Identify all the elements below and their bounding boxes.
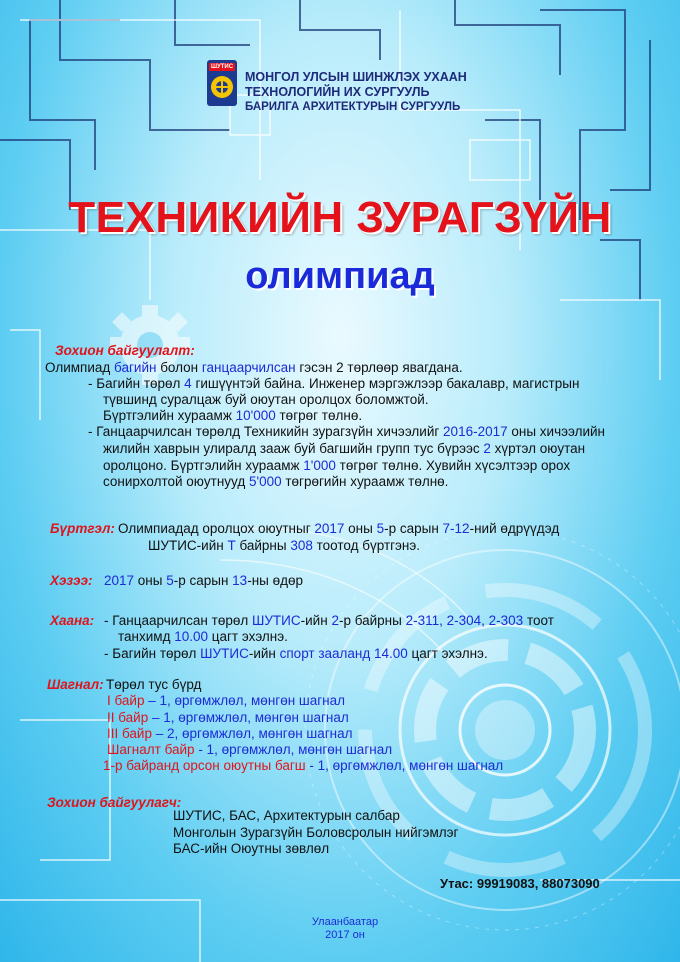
logo-text: ШУТИС xyxy=(210,64,234,70)
contact-phone: Утас: 99919083, 88073090 xyxy=(440,876,600,891)
indiv-line-3: оролцоно. Бүртгэлийн хураамж 1'000 төгрөг төлнө. Хувийн хүсэлтээр орох xyxy=(103,458,571,473)
institution-name-line3: БАРИЛГА АРХИТЕКТУРЫН СУРГУУЛЬ xyxy=(245,101,461,113)
where-line-1: - Ганцаарчилсан төрөл ШУТИС-ийн 2-р байрны 2-311, 2-304, 2-303 тоот xyxy=(104,613,554,628)
prizes-intro: Төрөл тус бүрд xyxy=(106,677,202,692)
footer-location xyxy=(305,916,385,942)
institution-name-line2: ТЕХНОЛОГИЙН ИХ СУРГУУЛЬ xyxy=(245,85,430,99)
where-label: Хаана: xyxy=(50,613,95,628)
prize-row: II байр – 1, өргөмжлөл, мөнгөн шагнал xyxy=(107,710,349,725)
prize-row: III байр – 2, өргөмжлөл, мөнгөн шагнал xyxy=(107,726,353,741)
page-subtitle: олимпиад xyxy=(245,255,435,297)
organizer-item: БАС-ийн Оюутны зөвлөл xyxy=(173,841,330,856)
organizer-item: Монголын Зурагзүйн Боловсролын нийгэмлэг xyxy=(173,825,459,840)
when-label: Хэзээ: xyxy=(50,573,93,588)
prize-row: I байр – 1, өргөмжлөл, мөнгөн шагнал xyxy=(107,693,346,708)
where-line-2: танхимд 10.00 цагт эхэлнэ. xyxy=(118,629,288,644)
indiv-line-2: жилийн хаврын улиралд зааж буй багшийн групп тус бүрээс 2 хүртэл оюутан xyxy=(103,441,586,456)
indiv-line-1: - Ганцаарчилсан төрөлд Техникийн зурагзүйн хичээлийг 2016-2017 оны хичээлийн xyxy=(88,424,605,439)
footer-year: 2017 он xyxy=(325,929,365,941)
team-line-1: - Багийн төрөл 4 гишүүнтэй байна. Инженер мэргэжлээр бакалавр, магистрын xyxy=(88,376,580,391)
page-title: ТЕХНИКИЙН ЗУРАГЗҮЙН xyxy=(68,193,612,242)
organization-label: Зохион байгуулалт: xyxy=(55,343,195,358)
where-line-3: - Багийн төрөл ШУТИС-ийн спорт зааланд 14.00 цагт эхэлнэ. xyxy=(104,646,488,661)
team-line-3: Бүртгэлийн хураамж 10'000 төгрөг төлнө. xyxy=(103,408,363,423)
institution-name-line1: МОНГОЛ УЛСЫН ШИНЖЛЭХ УХААН xyxy=(245,70,467,84)
organization-intro: Олимпиад багийн болон ганцаарчилсан гэсэн 2 төрлөөр явагдана. xyxy=(45,360,463,375)
prize-row: 1-р байранд орсон оюутны багш - 1, өргөмжлөл, мөнгөн шагнал xyxy=(103,758,504,773)
footer-city: Улаанбаатар xyxy=(311,916,379,928)
when-line: 2017 оны 5-р сарын 13-ны өдөр xyxy=(104,573,304,588)
prizes-label: Шагнал: xyxy=(47,677,104,692)
institution-header xyxy=(245,70,467,115)
organizer-item: ШУТИС, БАС, Архитектурын салбар xyxy=(173,808,400,823)
team-line-2: түвшинд суралцаж буй оюутан оролцох боломжтой. xyxy=(103,392,429,407)
prize-row: Шагналт байр - 1, өргөмжлөл, мөнгөн шагнал xyxy=(107,742,393,757)
registration-line-1: Олимпиадад оролцох оюутныг 2017 оны 5-р сарын 7-12-ний өдрүүдэд xyxy=(118,521,560,536)
registration-line-2: ШУТИС-ийн Т байрны 308 тоотод бүртгэнэ. xyxy=(148,538,421,553)
registration-label: Бүртгэл: xyxy=(50,521,115,536)
organizers-label: Зохион байгуулагч: xyxy=(47,795,182,810)
indiv-line-4: сонирхолтой оюутнууд 5'000 төгрөгийн хураамж төлнө. xyxy=(103,474,449,489)
